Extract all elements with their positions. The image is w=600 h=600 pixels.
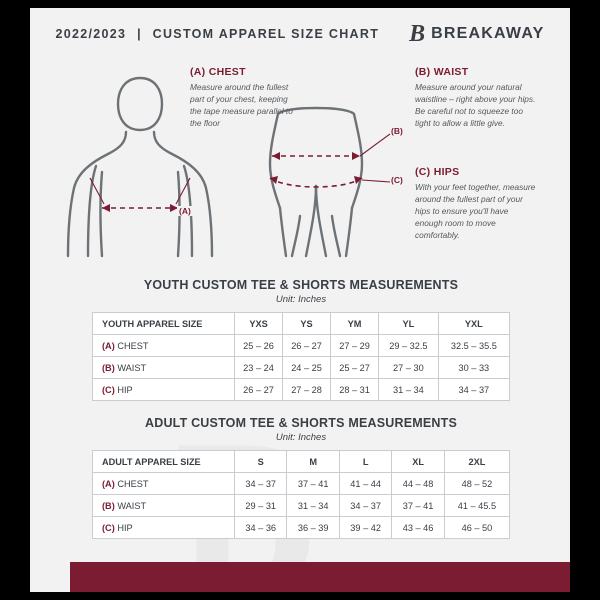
- note-waist-title: (B) WAIST: [415, 66, 469, 78]
- adult-header-0: ADULT APPAREL SIZE: [93, 451, 235, 473]
- adult-row-2-val-2: 39 – 42: [339, 517, 391, 539]
- note-waist-body: Measure around your natural waistline – right above your hips. Be careful not to squeeze too tight to allow a little give.: [415, 82, 536, 129]
- youth-header-0: YOUTH APPAREL SIZE: [93, 313, 235, 335]
- youth-header-3: YM: [331, 313, 379, 335]
- youth-row-2-val-3: 31 – 34: [379, 379, 439, 401]
- table-row: [93, 473, 510, 495]
- adult-row-2-val-1: 36 – 39: [287, 517, 339, 539]
- chest-measure-line: [90, 178, 190, 212]
- adult-row-0-val-4: 48 – 52: [444, 473, 509, 495]
- adult-row-2-val-0: 34 – 36: [235, 517, 287, 539]
- adult-row-0-val-3: 44 – 48: [392, 473, 444, 495]
- youth-row-1-val-4: 30 – 33: [438, 357, 509, 379]
- youth-table-section: [92, 278, 510, 401]
- youth-row-0-val-3: 29 – 32.5: [379, 335, 439, 357]
- adult-row-1-val-4: 41 – 45.5: [444, 495, 509, 517]
- size-chart-page: [30, 8, 570, 592]
- chest-label: (A): [179, 206, 191, 216]
- youth-row-2-val-1: 27 – 28: [283, 379, 331, 401]
- adult-row-0-code: (A): [102, 478, 115, 489]
- hips-measure-line: [270, 176, 390, 187]
- youth-row-1-name: WAIST: [117, 362, 147, 373]
- youth-table-title: YOUTH CUSTOM TEE & SHORTS MEASUREMENTS: [143, 278, 459, 292]
- youth-row-1-val-2: 25 – 27: [331, 357, 379, 379]
- note-hips-body: With your feet together, measure around the fullest part of your hips to ensure you'll have enough room to move comfortably.: [415, 182, 536, 241]
- adult-header-2: M: [287, 451, 339, 473]
- adult-row-1-val-1: 31 – 34: [287, 495, 339, 517]
- waist-measure-line: [272, 134, 390, 160]
- youth-row-2-val-0: 26 – 27: [235, 379, 283, 401]
- adult-row-0-label: [93, 473, 235, 495]
- table-row: [93, 517, 510, 539]
- document-header: [30, 8, 570, 60]
- youth-row-0-val-2: 27 – 29: [331, 335, 379, 357]
- waist-label: (B): [391, 126, 403, 136]
- adult-row-0-val-2: 41 – 44: [339, 473, 391, 495]
- adult-table-title: ADULT CUSTOM TEE & SHORTS MEASUREMENTS: [144, 416, 457, 430]
- brand-mark-icon: B: [409, 21, 425, 47]
- note-chest-title: (A) CHEST: [190, 66, 246, 78]
- adult-table-subtitle: Unit: Inches: [275, 432, 327, 443]
- youth-row-0-code: (A): [102, 340, 115, 351]
- footer-bar: [70, 562, 570, 592]
- table-row: [93, 379, 510, 401]
- adult-row-1-name: WAIST: [117, 500, 147, 511]
- adult-table-section: [92, 416, 510, 539]
- adult-row-1-val-0: 29 – 31: [235, 495, 287, 517]
- header-year: 2022/2023: [55, 27, 127, 41]
- note-hips: [415, 166, 537, 241]
- measurement-diagram: [30, 56, 570, 276]
- header-separator: |: [137, 27, 142, 41]
- adult-row-2-val-4: 46 – 50: [444, 517, 509, 539]
- note-hips-title: (C) HIPS: [415, 166, 460, 178]
- youth-row-2-label: [93, 379, 235, 401]
- youth-header-1: YXS: [235, 313, 283, 335]
- header-title-line: [55, 27, 379, 41]
- adult-row-1-label: [93, 495, 235, 517]
- adult-header-5: 2XL: [444, 451, 509, 473]
- youth-row-1-val-0: 23 – 24: [235, 357, 283, 379]
- youth-header-4: YL: [379, 313, 439, 335]
- youth-row-0-val-4: 32.5 – 35.5: [438, 335, 509, 357]
- adult-row-1-val-3: 37 – 41: [392, 495, 444, 517]
- youth-row-0-val-0: 25 – 26: [235, 335, 283, 357]
- header-title: CUSTOM APPAREL SIZE CHART: [152, 27, 380, 41]
- brand-name: BREAKAWAY: [431, 25, 545, 42]
- table-row: [93, 495, 510, 517]
- adult-size-table: [92, 450, 510, 539]
- table-header-row: [93, 451, 510, 473]
- youth-row-2-name: HIP: [117, 384, 133, 395]
- youth-row-0-label: [93, 335, 235, 357]
- note-waist: [415, 66, 537, 129]
- table-row: [93, 357, 510, 379]
- note-chest: [190, 66, 298, 129]
- adult-header-3: L: [339, 451, 391, 473]
- adult-row-2-code: (C): [102, 522, 115, 533]
- adult-row-0-val-0: 34 – 37: [235, 473, 287, 495]
- youth-row-0-name: CHEST: [117, 340, 149, 351]
- adult-header-1: S: [235, 451, 287, 473]
- adult-row-0-name: CHEST: [117, 478, 149, 489]
- youth-table-subtitle: Unit: Inches: [275, 294, 327, 305]
- youth-row-1-code: (B): [102, 362, 115, 373]
- adult-row-1-code: (B): [102, 500, 115, 511]
- youth-row-1-val-1: 24 – 25: [283, 357, 331, 379]
- hips-label: (C): [391, 175, 403, 185]
- table-header-row: [93, 313, 510, 335]
- youth-row-2-val-4: 34 – 37: [438, 379, 509, 401]
- youth-row-0-val-1: 26 – 27: [283, 335, 331, 357]
- adult-row-2-name: HIP: [117, 522, 133, 533]
- brand-logo: [409, 22, 544, 46]
- table-row: [93, 335, 510, 357]
- adult-row-2-val-3: 43 – 46: [392, 517, 444, 539]
- adult-header-4: XL: [392, 451, 444, 473]
- note-chest-body: Measure around the fullest part of your chest, keeping the tape measure parallel to the floor: [190, 82, 293, 129]
- youth-row-1-label: [93, 357, 235, 379]
- adult-row-1-val-2: 34 – 37: [339, 495, 391, 517]
- youth-row-1-val-3: 27 – 30: [379, 357, 439, 379]
- adult-row-2-label: [93, 517, 235, 539]
- youth-header-2: YS: [283, 313, 331, 335]
- adult-row-0-val-1: 37 – 41: [287, 473, 339, 495]
- youth-header-5: YXL: [438, 313, 509, 335]
- youth-row-2-val-2: 28 – 31: [331, 379, 379, 401]
- youth-size-table: [92, 312, 510, 401]
- youth-row-2-code: (C): [102, 384, 115, 395]
